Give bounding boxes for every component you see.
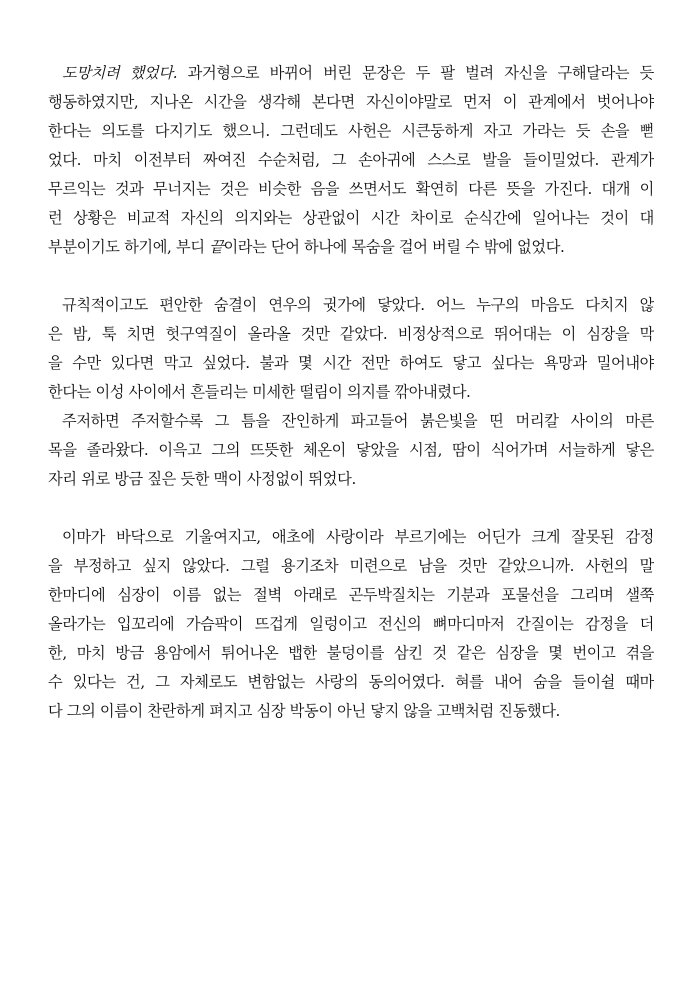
text-line: 었다. 마치 이전부터 짜여진 수순처럼, 그 손아귀에 스스로 발을 들이밀었다. 관계가 <box>48 151 654 169</box>
text-line: 한, 마치 방금 용암에서 튀어나온 뱁한 불덩이를 삼킨 것 같은 심장을 몇 번이고 겪을 <box>48 644 654 662</box>
text-line: 행동하였지만, 지나온 시간을 생각해 본다면 자신이야말로 먼저 이 관계에서 벗어나야 <box>48 93 654 111</box>
text-line: 을 부정하고 싶지 않았다. 그럴 용기조차 미련으로 남을 것만 같았으니까. 사헌의 말 <box>48 557 654 575</box>
text-line: 무르익는 것과 무너지는 것은 비슷한 음을 쓰면서도 확연히 다른 뜻을 가진다. 대개 이 <box>48 180 654 198</box>
text-line: 다 그의 이름이 찬란하게 펴지고 심장 박동이 아닌 닿지 않을 고백처럼 진동했다. <box>48 702 561 720</box>
text-line: 한마디에 심장이 이름 없는 절벽 아래로 곤두박질치는 기분과 포물선을 그리며 샐쭉 <box>48 586 654 604</box>
text-line: 자리 위로 방금 짚은 듯한 맥이 사정없이 뛰었다. <box>48 470 356 488</box>
line-text: 이라는 단어 하나에 목숨을 걸어 버릴 수 밖에 없었다. <box>223 238 565 256</box>
text-line: 런 상황은 비교적 자신의 의지와는 상관없이 시간 차이로 순식간에 일어나는 것이 대 <box>48 209 654 227</box>
italic-phrase: 도망치려 했었다. <box>62 64 178 82</box>
text-line: 주저하면 주저할수록 그 틈을 잔인하게 파고들어 붉은빛을 띤 머리칼 사이의 마른 <box>62 412 654 430</box>
text-line: 수 있다는 건, 그 자체로도 변함없는 사랑의 동의어였다. 혀를 내어 숨을 들이쉴 때마 <box>48 673 654 691</box>
text-line: 이마가 바닥으로 기울여지고, 애초에 사랑이라 부르기에는 어딘가 크게 잘못된 감정 <box>62 528 654 546</box>
text-line <box>48 59 654 88</box>
line-text: 과거형으로 바뀌어 버린 문장은 두 팔 벌려 자신을 구해달라는 듯 <box>177 64 654 82</box>
text-line: 올라가는 입꼬리에 가슴팍이 뜨겁게 일렁이고 전신의 뼈마디마저 간질이는 감정을 더 <box>48 615 654 633</box>
italic-word: 끝 <box>209 238 224 256</box>
text-line: 한다는 의도를 다지기도 했으니. 그런데도 사헌은 시큰둥하게 자고 가라는 듯 손을 뻗 <box>48 122 654 140</box>
paragraph-3 <box>48 523 654 726</box>
text-line: 을 수만 있다면 막고 싶었다. 불과 몇 시간 전만 하여도 닿고 싶다는 욕망과 밀어내야 <box>48 354 654 372</box>
paragraph-1 <box>48 59 654 262</box>
document-page <box>48 59 654 726</box>
text-line: 한다는 이성 사이에서 흔들리는 미세한 떨림이 의지를 깎아내렸다. <box>48 383 471 401</box>
paragraph-gap <box>48 494 654 523</box>
text-line: 은 밤, 툭 치면 헛구역질이 올라올 것만 같았다. 비정상적으로 뛰어대는 이 심장을 막 <box>48 325 654 343</box>
text-line: 규칙적이고도 편안한 숨결이 연우의 귓가에 닿았다. 어느 누구의 마음도 다치지 않 <box>62 296 654 314</box>
text-line <box>48 233 654 262</box>
text-line: 목을 졸라왔다. 이윽고 그의 뜨뜻한 체온이 닿았을 시점, 땀이 식어가며 서늘하게 닿은 <box>48 441 654 459</box>
paragraph-2 <box>48 291 654 494</box>
paragraph-gap <box>48 262 654 291</box>
line-text: 부분이기도 하기에, 부디 <box>48 238 210 256</box>
